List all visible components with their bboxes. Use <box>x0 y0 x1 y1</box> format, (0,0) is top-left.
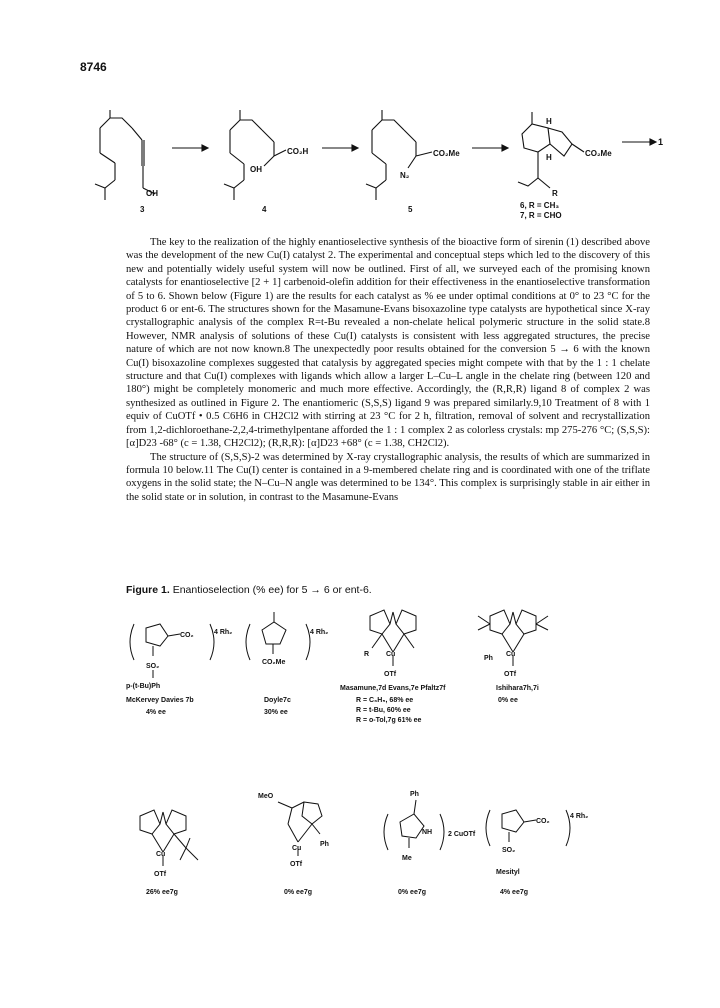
cat8-subst: SO₂ <box>502 847 516 854</box>
cat4-ee: 0% ee <box>498 697 518 704</box>
paragraph-1: The key to the realization of the highly enantioselective synthesis of the bioactive form of sirenin (1) described above was the development of the new Cu(I) catalyst 2. The experimental and conceptual steps which led to the discovery of this new and potentially widely useful system will now be outlined. First of all, we surveyed each of the promising known catalysts for enantioselective [2 + 1] carbenoid-olefin addition for their effectiveness in the enantioselective transformation of 5 to 6. Shown below (Figure 1) are the results for each catalyst as % ee under optimal conditions at 0° to 23 °C for the product 6 or ent-6. The structures shown for the Masamune-Evans bisoxazoline type catalysts are hypothetical since X-ray crystallographic analysis of the complex R=t-Bu revealed a non-chelate helical polymeric structure in the solid state.8 However, NMR analysis of solutions of these Cu(I) catalysts is consistent with less aggregated structures, the precise nature of which are not now known.8 The unexpectedly poor results obtained for the conversion 5 → 6 with the known Cu(I) bisoxazoline complexes suggested that catalysis by aggregated species might compete with that by the 1 : 1 chelate structure and that Cu(I) complexes with ligands which allow a larger L–Cu–L angle in the chelate ring (between 120 and 180°) might be completely monomeric and much more effective. Accordingly, the (R,R,R) ligand 8 of complex 2 was synthesized as outlined in Figure 2. The enantiomeric (S,S,S) ligand 9 was prepared similarly.9,10 Treatment of 8 with 1 equiv of CuOTf • 0.5 C6H6 in CH2Cl2 with stirring at 23 °C for 2 h, filtration, removal of solvent and recrystallization from 1,2-dichloroethane-2,2,4-trimethylpentane afforded the 1 : 1 complex 2 as colorless crystals: mp 275-276 °C; (S,S,S): [α]D23 -68° (c = 1.38, CH2Cl2); (R,R,R): [α]D23 +68° (c = 1.38, CH2Cl2). <box>126 237 650 450</box>
cat5-ee: 26% ee7g <box>146 889 178 896</box>
body-text <box>126 236 650 504</box>
cat1-subst2: p-(t-Bu)Ph <box>126 683 161 690</box>
cat7-nh: NH <box>422 829 433 836</box>
group-r: R <box>552 189 558 198</box>
group-n2-5: N₂ <box>400 171 410 180</box>
label-target-1: 1 <box>658 137 664 147</box>
cat1-name: McKervey Davies 7b <box>126 697 194 704</box>
cat1-ee: 4% ee <box>146 709 166 716</box>
cat2-name: Doyle7c <box>264 697 291 704</box>
cat3-name: Masamune,7d Evans,7e Pfaltz7f <box>340 685 446 692</box>
cat8-metal: 4 Rh₂ <box>570 813 589 820</box>
cat6-r: Ph <box>320 841 329 848</box>
catalyst-mckervey <box>130 624 214 678</box>
group-co2me-6: CO₂Me <box>585 149 612 158</box>
cat7-ee: 0% ee7g <box>398 889 427 896</box>
cat4-name: Ishihara7h,7i <box>496 685 539 692</box>
compound-4-structure <box>224 110 286 200</box>
reaction-scheme <box>60 108 664 228</box>
cat4-r: Ph <box>484 655 493 662</box>
group-co2h-4: CO₂H <box>287 147 309 156</box>
cat3-anion: OTf <box>384 671 397 678</box>
group-h-top: H <box>546 117 552 126</box>
cat5-metal: Cu <box>156 851 166 858</box>
cat1-subst: SO₂ <box>146 663 160 670</box>
group-oh-4: OH <box>250 165 262 174</box>
group-oh-3: OH <box>146 189 158 198</box>
cat1-metal: 4 Rh₂ <box>214 629 233 636</box>
group-h-bottom: H <box>546 153 552 162</box>
catalyst-ph-nh <box>384 800 444 850</box>
paragraph-2: The structure of (S,S,S)-2 was determined by X-ray crystallographic analysis, the results of which are summarized in formula 10 below.11 The Cu(I) center is contained in a 9-membered chelate ring and is coordinated with one of the triflate oxygens in the solid state; the N–Cu–N angle was determined to be 134°. This complex is surprisingly stable in air either in the solid state or in solution, in contrast to the Masamune-Evans <box>126 451 650 503</box>
cat4-metal: Cu <box>506 651 516 658</box>
catalyst-doyle <box>246 612 310 660</box>
figure-caption-label: Figure 1. <box>126 584 170 596</box>
cat6-ee: 0% ee7g <box>284 889 313 896</box>
cat1-ester: CO₂ <box>180 632 194 639</box>
label-compound-5: 5 <box>408 205 413 214</box>
label-compound-7: 7, R = CHO <box>520 211 562 220</box>
label-compound-4: 4 <box>262 205 267 214</box>
cat3-ee-2: R = t-Bu, 60% ee <box>356 707 411 714</box>
group-co2me-5: CO₂Me <box>433 149 460 158</box>
cat8-ee: 4% ee7g <box>500 889 529 896</box>
label-compound-3: 3 <box>140 205 145 214</box>
cat3-ee-3: R = o-Tol,7g 61% ee <box>356 717 422 724</box>
figure-1-catalysts <box>120 594 640 984</box>
label-compound-6: 6, R = CH₃ <box>520 201 560 210</box>
cat3-ee-1: R = C₆H₅, 68% ee <box>356 697 414 704</box>
cat2-metal: 4 Rh₂ <box>310 629 329 636</box>
catalyst-mesityl <box>486 810 570 846</box>
cat2-ee: 30% ee <box>264 709 288 716</box>
cat6-meo: MeO <box>258 793 274 800</box>
cat3-r: R <box>364 651 370 658</box>
catalyst-tbu <box>140 810 198 866</box>
cat7-me: Me <box>402 855 412 862</box>
cat2-subst: CO₂Me <box>262 659 286 666</box>
cat8-subst2: Mesityl <box>496 869 520 876</box>
cat6-anion: OTf <box>290 861 303 868</box>
cat4-anion: OTf <box>504 671 517 678</box>
cat6-metal: Cu <box>292 845 302 852</box>
cat3-metal: Cu <box>386 651 396 658</box>
cat7-ph: Ph <box>410 791 419 798</box>
cat5-anion: OTf <box>154 871 167 878</box>
figure-caption-text: Enantioselection (% ee) for 5 → 6 or ent-6. <box>172 584 372 596</box>
cat7-suffix: 2 CuOTf <box>448 831 476 838</box>
compound-3-structure <box>95 110 155 200</box>
page-number: 8746 <box>80 60 107 74</box>
cat8-ester: CO₂ <box>536 818 550 825</box>
compound-5-structure <box>366 110 432 200</box>
